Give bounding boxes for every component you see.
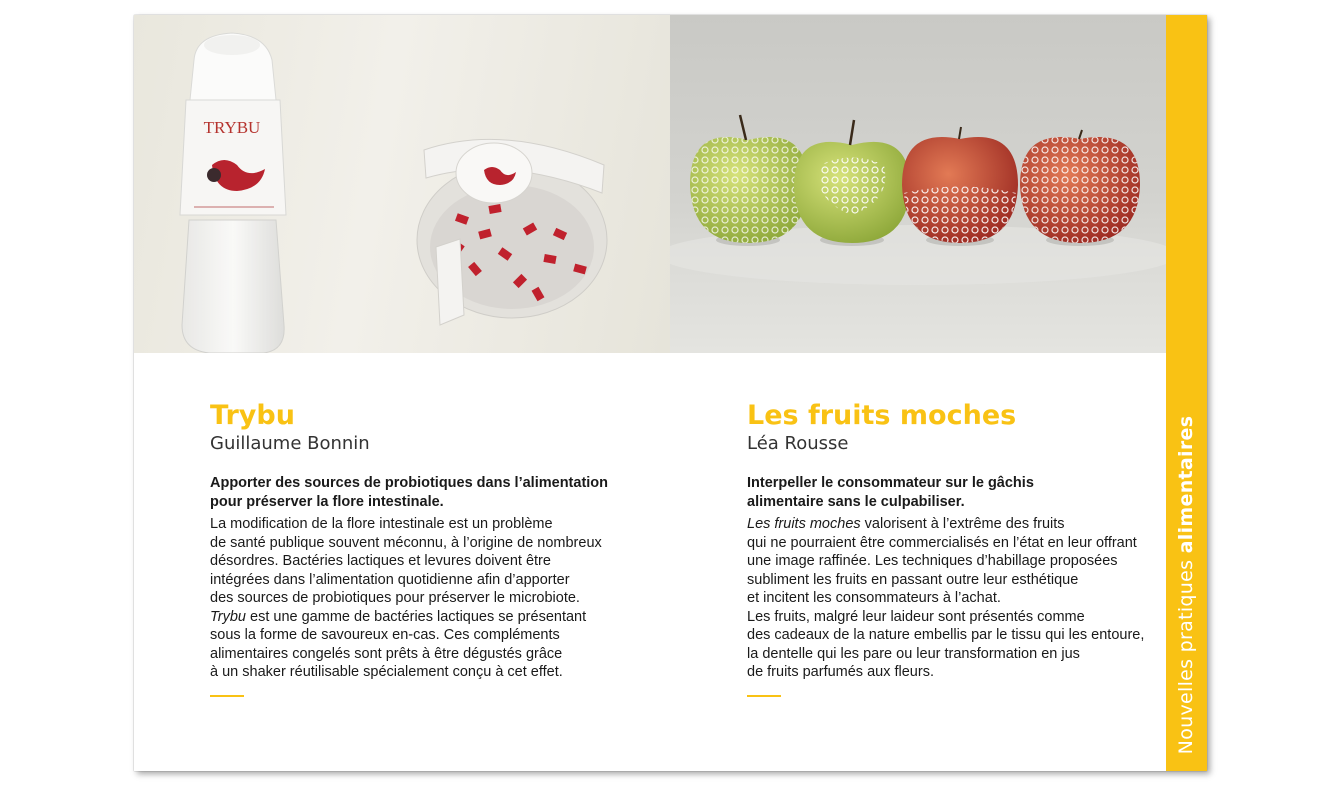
lead-line: Interpeller le consommateur sur le gâchis bbox=[747, 475, 1034, 491]
project-trybu bbox=[210, 400, 630, 697]
trybu-photo bbox=[134, 15, 670, 353]
body-line: et incitent les consommateurs à l’achat. bbox=[747, 590, 1001, 606]
lead-line: Apporter des sources de probiotiques dans l’alimentation bbox=[210, 475, 609, 491]
section-title-emphasis: alimentaires bbox=[1175, 415, 1197, 554]
lead-line: alimentaire sans le culpabiliser. bbox=[747, 493, 965, 510]
body-line: sous la forme de savoureux en-cas. Ces compléments bbox=[210, 627, 560, 643]
project-lead bbox=[210, 474, 630, 511]
project-lead bbox=[747, 474, 1167, 511]
body-line: désordres. Bactéries lactiques et levures doivent être bbox=[210, 553, 551, 569]
project-author: Guillaume Bonnin bbox=[210, 433, 370, 454]
body-line: à un shaker réutilisable spécialement conçu à cet effet. bbox=[210, 664, 563, 680]
body-line: Les fruits, malgré leur laideur sont présentés comme bbox=[747, 608, 1085, 625]
body-line: intégrées dans l’alimentation quotidienne afin d’apporter bbox=[210, 571, 570, 588]
bottle-brand-label: TRYBU bbox=[203, 118, 261, 137]
project-description bbox=[210, 515, 630, 682]
body-italic: Les fruits moches bbox=[747, 516, 861, 532]
project-fruits-moches bbox=[747, 400, 1167, 697]
project-title: Trybu bbox=[210, 400, 295, 431]
body-line: de santé publique souvent méconnu, à l’origine de nombreux bbox=[210, 534, 602, 551]
section-title-prefix: Nouvelles pratiques bbox=[1175, 553, 1197, 755]
body-line: La modification de la flore intestinale est un problème bbox=[210, 516, 553, 532]
project-title: Les fruits moches bbox=[747, 400, 1017, 431]
body-line: des sources de probiotiques pour préserver le microbiote. bbox=[210, 590, 580, 606]
body-line: est une gamme de bactéries lactiques se présentant bbox=[246, 608, 587, 625]
accent-divider bbox=[747, 695, 781, 697]
body-italic: Trybu bbox=[210, 608, 246, 625]
body-line: qui ne pourraient être commercialisés en l’état en leur offrant bbox=[747, 534, 1137, 551]
body-line: valorisent à l’extrême des fruits bbox=[860, 516, 1065, 532]
project-author: Léa Rousse bbox=[747, 433, 849, 454]
project-description bbox=[747, 515, 1167, 682]
body-line: alimentaires congelés sont prêts à être dégustés grâce bbox=[210, 645, 563, 662]
accent-divider bbox=[210, 695, 244, 697]
trybu-illustration bbox=[134, 15, 670, 353]
body-line: de fruits parfumés aux fleurs. bbox=[747, 664, 934, 680]
body-line: subliment les fruits en passant outre leur esthétique bbox=[747, 571, 1079, 588]
section-sidebar bbox=[1166, 15, 1207, 771]
section-title bbox=[1175, 416, 1197, 755]
lead-line: pour préserver la flore intestinale. bbox=[210, 493, 444, 510]
body-line: la dentelle qui les pare ou leur transformation en jus bbox=[747, 645, 1080, 662]
apples-illustration bbox=[670, 15, 1166, 353]
fruits-moches-photo bbox=[670, 15, 1166, 353]
body-line: une image raffinée. Les techniques d’habillage proposées bbox=[747, 553, 1118, 569]
body-line: des cadeaux de la nature embellis par le tissu qui les entoure, bbox=[747, 627, 1145, 643]
brochure-page bbox=[134, 15, 1207, 771]
